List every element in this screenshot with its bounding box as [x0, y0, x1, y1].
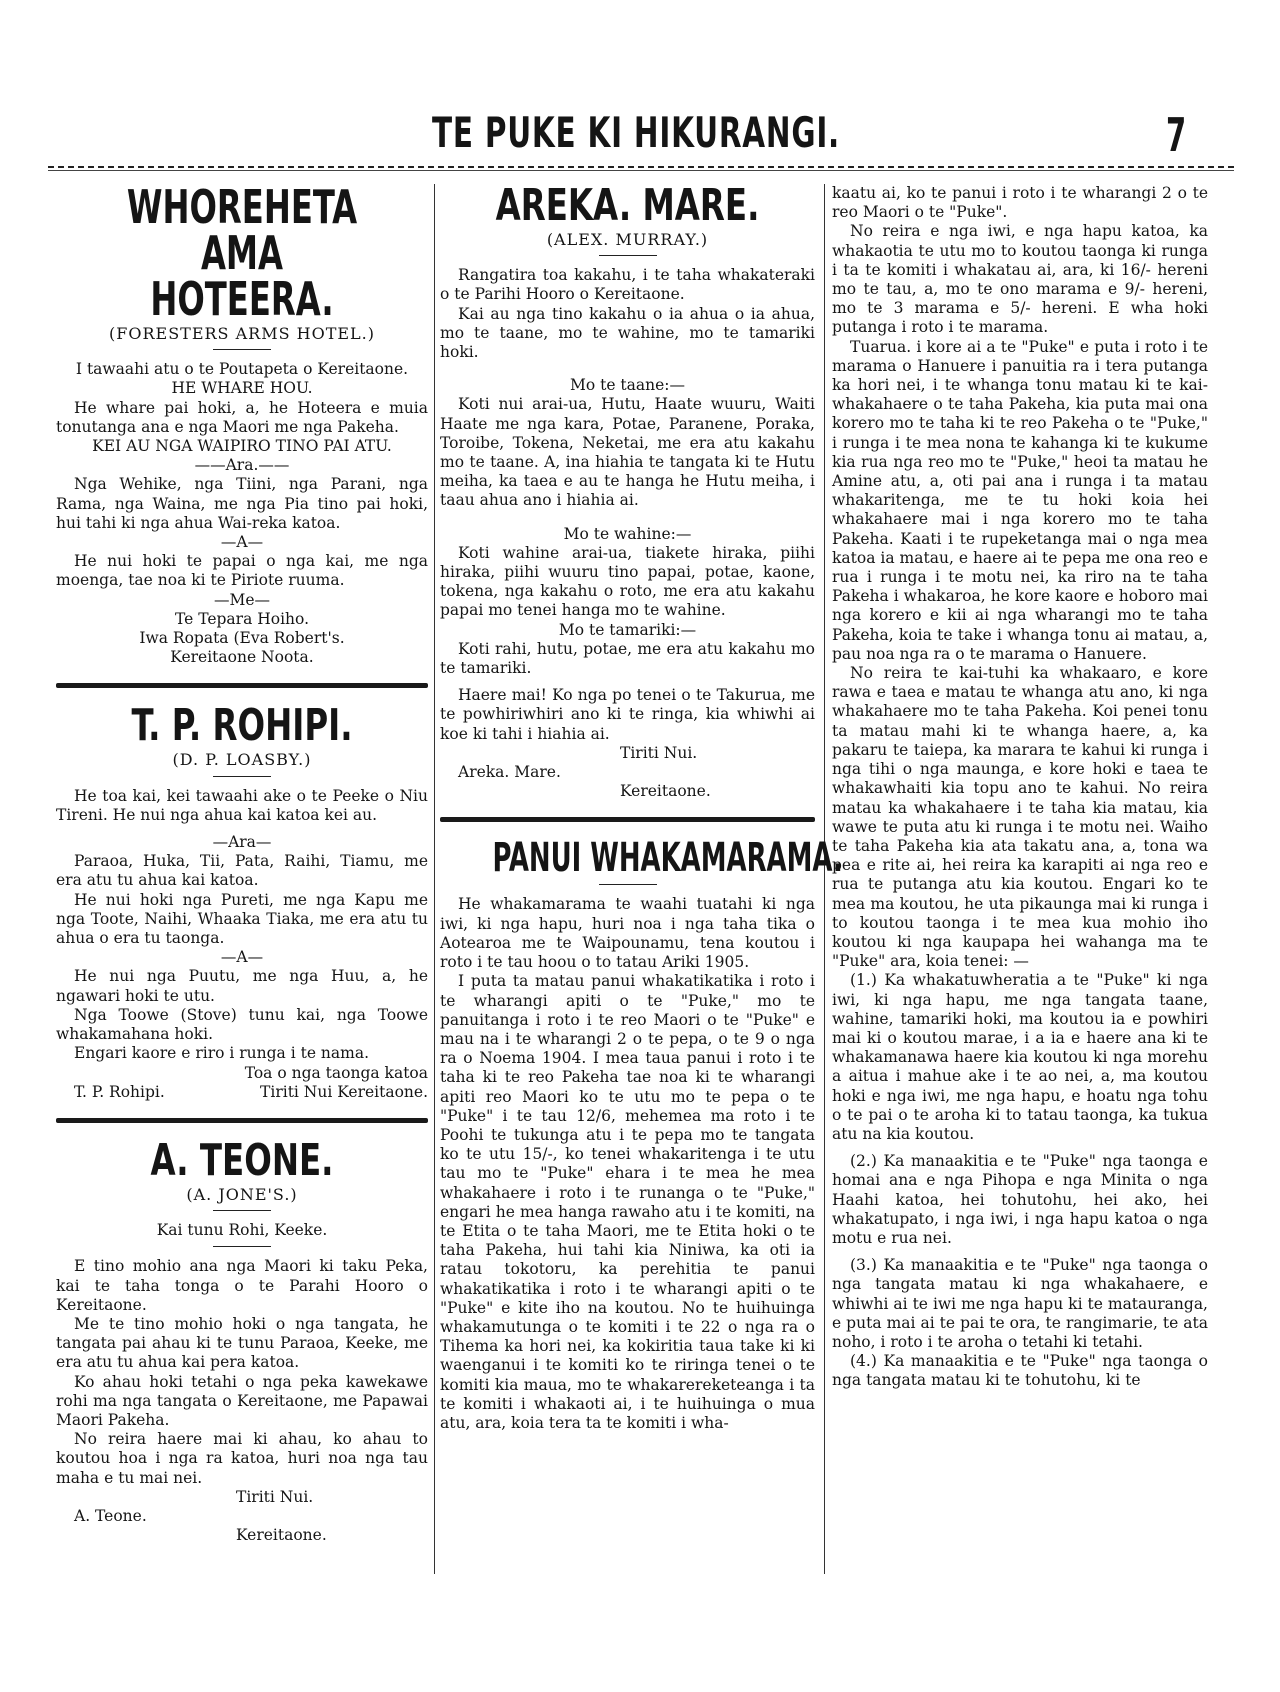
- advert-text: Te Tepara Hoiho.: [174, 609, 310, 628]
- section-rule: [440, 817, 815, 822]
- notice-heading: PANUI WHAKAMARAMA.: [492, 835, 843, 882]
- column-2: [440, 180, 843, 1433]
- signature-name: A. Teone.: [74, 1506, 147, 1525]
- masthead-dashed-rule: [48, 166, 1234, 168]
- advert-text: He nui hoki te papai o nga kai, me nga moenga, tae noa ki te Piriote ruuma.: [56, 552, 428, 590]
- newspaper-title: TE PUKE KI HIKURANGI.: [432, 108, 841, 157]
- column-divider-1: [434, 184, 435, 1574]
- signature-town: Kereitaone.: [236, 1526, 327, 1545]
- advert-text: Toa o nga taonga katoa: [244, 1063, 428, 1082]
- advert-text: Rangatira toa kakahu, i te taha whakateraki o te Parihi Hooro o Kereitaone.: [440, 266, 815, 304]
- advert-subtitle: (FORESTERS ARMS HOTEL.): [109, 324, 375, 343]
- notice-paragraph: Tuarua. i kore ai a te "Puke" e puta i roto i te marama o Hanuere i panuitia ra i tera putanga ka hori nei, i te whanga tonu matau ki te kai-whakahaere o te taha Pakeha, kia puta mai ona korero mo te taha ki te reo Pakeha o te "Puke," i runga i te mea nona te kahanga ki te kukume kia rua nga reo mo te "Puke," heoi ta matau he Amine atu, a, oti pai ana i runga i ta matau whakaritenga, me te tu hoki koia hei whakahaere mai i nga korero mo te taha Pakeha. Kaati i te rupeketanga mai o nga mea katoa ia matau, e haere ai te pepa me ona reo e rua i runga i te motu nei, ka riro na te taha Pakeha i whakaroa, he kore kaore e hoboro mai nga korero e kii ai nga wharangi mo te taha Pakeha, koia te take i whanga tonu ai matau, a, pau noa nga ra o te marama o Hanuere.: [832, 337, 1208, 663]
- foresters-arms-advert: [56, 180, 428, 667]
- advert-text: Koti wahine arai-ua, tiakete hiraka, piihi hiraka, piihi wuuru tino papai, potae, kaone, tokena, nga kakahu o roto, me era atu kakahu papai mo tenei hanga mo te wahine.: [440, 543, 815, 620]
- advert-text: He nui nga Puutu, me nga Huu, a, he ngawari hoki te utu.: [56, 967, 428, 1005]
- advert-heading: A. TEONE.: [150, 1134, 334, 1186]
- signature-street: Tiriti Nui.: [620, 743, 698, 762]
- notice-item: (2.) Ka manaakitia e te "Puke" nga taonga e homai ana e nga Pihopa e nga Minita o nga Haahi katoa, hei tohutohu, hei ako, hei whakatupato, i nga iwi, i nga hapu katoa o nga motu e rua nei.: [832, 1152, 1208, 1247]
- advert-text: He nui hoki nga Pureti, me nga Kapu me nga Toote, Naihi, Whaaka Tiaka, me era atu tu ahua o era tu taonga.: [56, 890, 428, 948]
- advert-text: Nga Wehike, nga Tiini, nga Parani, nga Rama, nga Waina, me nga Pia tino pai hoki, hui tahi ki nga ahua Wai-reka katoa.: [56, 475, 428, 532]
- short-rule: [599, 884, 657, 885]
- column-3: [832, 184, 1208, 1391]
- advert-text: He toa kai, kei tawaahi ake o te Peeke o Niu Tireni. He nui nga ahua kai katoa kei au.: [56, 786, 428, 824]
- section-rule: [56, 683, 428, 688]
- advert-subtitle: (D. P. LOASBY.): [172, 750, 312, 770]
- advert-text: KEI AU NGA WAIPIRO TINO PAI ATU.: [92, 437, 392, 456]
- advert-separator: —Ara—: [212, 833, 272, 852]
- teone-advert: [56, 1134, 428, 1545]
- signature-row: [56, 1083, 428, 1102]
- section-rule: [56, 1118, 428, 1123]
- signature-name: T. P. Rohipi.: [74, 1082, 165, 1101]
- signature-town: Kereitaone.: [620, 782, 711, 801]
- signature-place: Tiriti Nui Kereitaone.: [260, 1082, 428, 1101]
- short-rule: [213, 1210, 271, 1211]
- advert-separator: —A—: [220, 948, 264, 967]
- advert-tagline: Kai tunu Rohi, Keeke.: [156, 1221, 328, 1240]
- advert-separator: —Me—: [213, 590, 271, 609]
- advert-section-label: Mo te wahine:—: [563, 524, 692, 543]
- advert-text: Ko ahau hoki tetahi o nga peka kawekawe rohi ma nga tangata o Kereitaone, me Papawai Maori Pakeha.: [56, 1372, 428, 1429]
- advert-subtitle: (A. JONE'S.): [186, 1184, 298, 1204]
- signature-name: Areka. Mare.: [458, 763, 561, 782]
- advert-text: Iwa Ropata (Eva Robert's.: [139, 629, 345, 648]
- short-rule: [213, 349, 271, 350]
- advert-text: Me te tino mohio hoki o nga tangata, he tangata pai ahau ki te tunu Paraoa, Keeke, me era atu tu ahua kai pera katoa.: [56, 1314, 428, 1372]
- notice-paragraph: I puta ta matau panui whakatikatika i roto i te wharangi apiti o te "Puke," mo te panuitanga i roto i te reo Maori o te "Puke" e mau na i te wharangi 2 o te pepa, o te 9 o nga ra o Noema 1904. I mea taua panui i roto i te taha ki te reo Pakeha tae noa ki te wharangi apiti reo Maori ko te utu mo te pepa o te "Puke" i te tau 12/6, mehemea ma roto i te Poohi te tukunga atu i te pepa mo te tangata ko te utu 15/-, ko tenei whakaritenga i te utu tau mo te "Puke" ehara i te mea he mea whakahaere i roto i te runanga o te "Puke," engari he mea hanga rawaho atu i te komiti, na te Etita o te taha Maori, me te Etita hoki o te taha Pakeha, hui tahi kia Niniwa, ka oti ia ratau tokotoru, ka perehitia te panui whakatikatika i roto i te wharangi apiti o te "Puke" e kite iho na koutou. No te huihuinga whakamutunga o te komiti i te 22 o nga ra o Tihema ka hori nei, ka kokiritia taua take ki ki waenganui i te komiti ko te riringa tenei o te komiti kia maua, mo te whakarereketeanga i ta te komiti i whakaoti ai, i te huihuinga o mua atu, ara, koia tera ta te komiti i wha-: [440, 972, 815, 1432]
- advert-text: Kereitaone Noota.: [170, 648, 314, 667]
- murray-advert: [440, 180, 815, 801]
- advert-text: I tawaahi atu o te Poutapeta o Kereitaone.: [75, 360, 409, 379]
- column-1: [56, 180, 428, 1545]
- short-rule: [213, 1246, 271, 1247]
- advert-heading-line2: HOTEERA.: [150, 272, 334, 326]
- masthead: [0, 108, 1280, 168]
- advert-text: Nga Toowe (Stove) tunu kai, nga Toowe whakamahana hoki.: [56, 1005, 428, 1044]
- short-rule: [213, 776, 271, 777]
- notice-item: (1.) Ka whakatuwheratia a te "Puke" ki nga iwi, ki nga hapu, me nga tangata taane, wahine, tamariki hoki, ma koutou ia e powhiri mai ki o koutou marae, i a ia e haere ana ki te whakamanawa haere kia koutou ki nga morehu a aitua i mahue ake i te ao nei, a, ma koutou hoki e nga iwi, me nga hapu, e hoatu nga tohu o te pai o te aroha ki to tatau taonga, ka tukua atu na kia koutou.: [832, 971, 1208, 1143]
- advert-heading: T. P. ROHIPI.: [131, 700, 353, 752]
- masthead-rule: [48, 170, 1234, 171]
- rohipi-advert: [56, 700, 428, 1101]
- panui-notice: [440, 835, 843, 1433]
- page-number: 7: [1166, 108, 1187, 162]
- advert-text: No reira haere mai ki ahau, ko ahau to koutou hoa i nga ra katoa, huri noa nga tau maha e tu mai nei.: [56, 1430, 428, 1487]
- notice-paragraph: No reira te kai-tuhi ka whakaaro, e kore rawa e taea e matau te whanga atu ano, ki nga whakahaere mo te taha Pakeha. Koi penei tonu ta matau mahi ki te whanga haere, a, ka pakaru te taiepa, ka marara te kahui ki runga i nga tihi o nga maunga, e kore hoki e taea te whakawhaiti kia topu ano te kahui. No reira matau ka whakahaere i te taha kia matau, kia wawe te puta atu ki runga i te motu nei. Waiho te taha Pakeha kia ata takatu ana, a, tona wa pea e rite ai, hei reira ka karapiti ai nga reo e rua te putanga atu kia koutou. Engari ko te mea ma koutou, he uta pikaunga mai ki runga i to koutou taonga i te mea kua mohio iho koutou ki nga kaupapa hei wahanga ma te "Puke" ara, koia tenei: —: [832, 664, 1208, 971]
- advert-section-label: Mo te taane:—: [569, 376, 686, 395]
- notice-paragraph: kaatu ai, ko te panui i roto i te wharangi 2 o te reo Maori o te "Puke".: [832, 184, 1208, 222]
- notice-item: (4.) Ka manaakitia e te "Puke" nga taonga o nga tangata matau ki te tohutohu, ki te: [832, 1352, 1208, 1390]
- advert-text: Kai au nga tino kakahu o ia ahua o ia ahua, mo te taane, mo te wahine, mo te tamariki hoki.: [440, 304, 815, 362]
- advert-text: Paraoa, Huka, Tii, Pata, Raihi, Tiamu, me era atu tu ahua kai katoa.: [56, 852, 428, 890]
- signature-street: Tiriti Nui.: [236, 1487, 314, 1506]
- advert-text: He whare pai hoki, a, he Hoteera e muia tonutanga ana e nga Maori me nga Pakeha.: [56, 398, 428, 436]
- advert-separator: —A—: [220, 533, 264, 552]
- advert-heading: AREKA. MARE.: [495, 180, 760, 231]
- notice-item: (3.) Ka manaakitia e te "Puke" nga taonga o nga tangata matau ki nga whakahaere, e whiwhi ai te iwi me nga hapu ki te matauranga, e puta mai ai te pai te ora, te rangimarie, te ata noho, i roto i te aroha o tetahi ki tetahi.: [832, 1256, 1208, 1351]
- advert-text: Koti rahi, hutu, potae, me era atu kakahu mo te tamariki.: [440, 639, 815, 678]
- advert-text: Haere mai! Ko nga po tenei o te Takurua, me te powhiriwhiri ano ki te ringa, kia whiwhi ai koe ki tahi i hiahia ai.: [440, 686, 815, 743]
- notice-paragraph: He whakamarama te waahi tuatahi ki nga iwi, ki nga hapu, huri noa i nga taha tika o Aotearoa me te Waipounamu, tena koutou i roto i te tau hoou o to tatau Ariki 1905.: [440, 895, 815, 972]
- short-rule: [599, 255, 657, 256]
- advert-text: HE WHARE HOU.: [171, 379, 313, 398]
- advert-text: Koti nui arai-ua, Hutu, Haate wuuru, Waiti Haate me nga kara, Potae, Paranene, Poraka, Toroibe, Tokena, Neketai, me era atu kakahu mo te taane. A, ina hiahia te tangata ki te Hutu meiha, ka taea e au te hanga he Hutu meiha, i taau ahua ano i hiahia ai.: [440, 395, 815, 510]
- advert-section-label: Mo te tamariki:—: [558, 620, 697, 639]
- notice-paragraph: No reira e nga iwi, e nga hapu katoa, ka whakaotia te utu mo to koutou taonga ki runga i ta te komiti i whakatau ai, ara, ki 16/- hereni mo te tau, a, mo te ono marama e 9/- hereni, mo te 3 marama e 5/- hereni. E wha hoki putanga i roto i te marama.: [832, 222, 1208, 337]
- advert-text: Engari kaore e riro i runga i te nama.: [74, 1044, 370, 1063]
- advert-separator: ——Ara.——: [194, 456, 290, 475]
- advert-text: E tino mohio ana nga Maori ki taku Peka, kai te taha tonga o te Parahi Hooro o Kereitaone.: [56, 1257, 428, 1314]
- advert-subtitle: (ALEX. MURRAY.): [546, 230, 709, 249]
- advert-heading: WHOREHETA AMA: [126, 180, 358, 280]
